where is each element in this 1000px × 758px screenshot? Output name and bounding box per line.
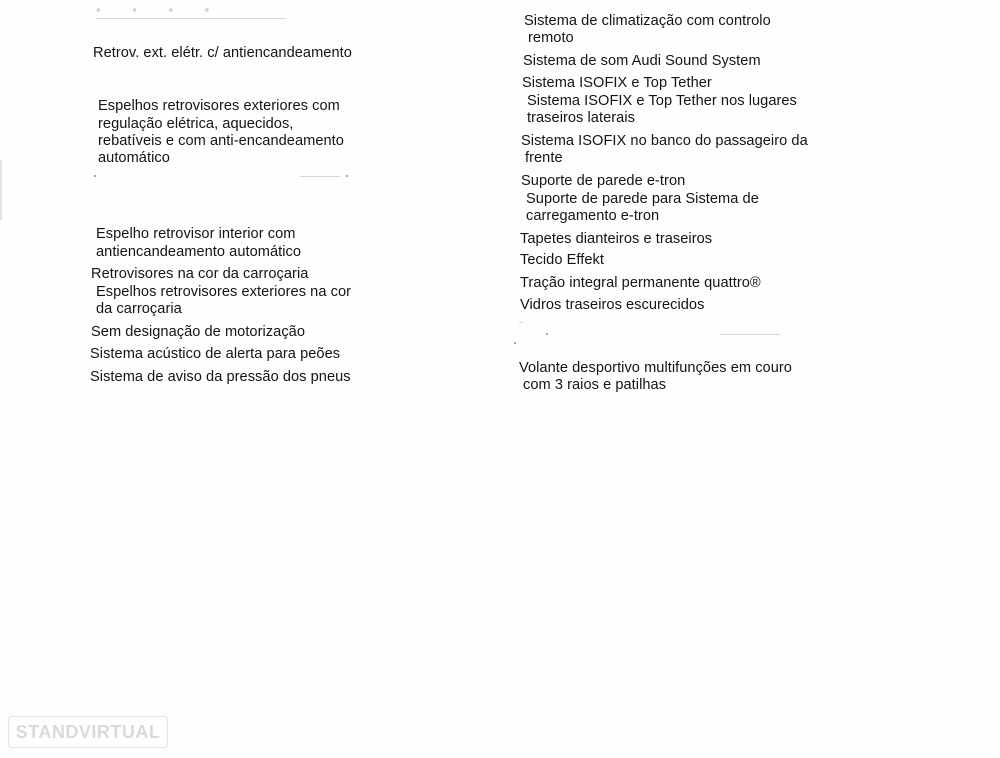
item-espelho-int-line1: Espelho retrovisor interior com xyxy=(96,226,296,242)
item-sem-designacao: Sem designação de motorização xyxy=(91,324,305,340)
item-espelhos-cor-line1: Espelhos retrovisores exteriores na cor xyxy=(96,284,352,300)
item-espelho-int-line2: antiencandeamento automático xyxy=(96,244,302,260)
scan-speck xyxy=(546,333,548,335)
item-espelhos-ext-line4: automático xyxy=(98,150,170,166)
item-suporte-detail-line1: Suporte de parede para Sistema de xyxy=(526,191,759,207)
item-volante-line1: Volante desportivo multifunções em couro xyxy=(519,360,792,376)
item-climatizacao-line1: Sistema de climatização com controlo xyxy=(524,13,771,29)
faint-header: ▪ ▪ ▪ ▪ xyxy=(96,2,224,17)
scan-smudge xyxy=(519,322,523,323)
item-volante-line2: com 3 raios e patilhas xyxy=(523,377,667,393)
item-retrovisores-cor: Retrovisores na cor da carroçaria xyxy=(91,266,309,282)
item-espelhos-ext-line1: Espelhos retrovisores exteriores com xyxy=(98,98,340,114)
standvirtual-watermark-logo: STANDVIRTUAL xyxy=(8,716,168,748)
item-tracao: Tração integral permanente quattro® xyxy=(520,275,761,291)
item-isofix-detail-line2: traseiros laterais xyxy=(527,110,635,126)
faint-line xyxy=(96,18,286,19)
scan-speck xyxy=(94,175,96,177)
item-suporte-detail-line2: carregamento e-tron xyxy=(526,208,660,224)
item-suporte: Suporte de parede e-tron xyxy=(521,173,686,189)
item-tapetes: Tapetes dianteiros e traseiros xyxy=(520,231,713,247)
item-vidros: Vidros traseiros escurecidos xyxy=(520,297,705,313)
item-climatizacao-line2: remoto xyxy=(528,30,574,46)
item-sistema-acustico: Sistema acústico de alerta para peões xyxy=(90,346,341,362)
item-retrov-ext: Retrov. ext. elétr. c/ antiencandeamento xyxy=(93,45,352,61)
item-espelhos-ext-line3: rebatíveis e com anti-encandeamento xyxy=(98,133,344,149)
scan-edge xyxy=(0,160,2,220)
item-isofix-banco-line2: frente xyxy=(525,150,563,166)
item-sistema-aviso: Sistema de aviso da pressão dos pneus xyxy=(90,369,351,385)
item-isofix-banco-line1: Sistema ISOFIX no banco do passageiro da xyxy=(521,133,808,149)
scan-smudge xyxy=(300,176,340,177)
item-tecido: Tecido Effekt xyxy=(520,252,604,268)
item-isofix: Sistema ISOFIX e Top Tether xyxy=(522,75,712,91)
item-espelhos-cor-line2: da carroçaria xyxy=(96,301,182,317)
item-isofix-detail-line1: Sistema ISOFIX e Top Tether nos lugares xyxy=(527,93,797,109)
scan-speck xyxy=(514,342,516,344)
scan-speck xyxy=(346,175,348,177)
item-som: Sistema de som Audi Sound System xyxy=(523,53,761,69)
scan-smudge xyxy=(720,334,780,335)
item-espelhos-ext-line2: regulação elétrica, aquecidos, xyxy=(98,116,294,132)
